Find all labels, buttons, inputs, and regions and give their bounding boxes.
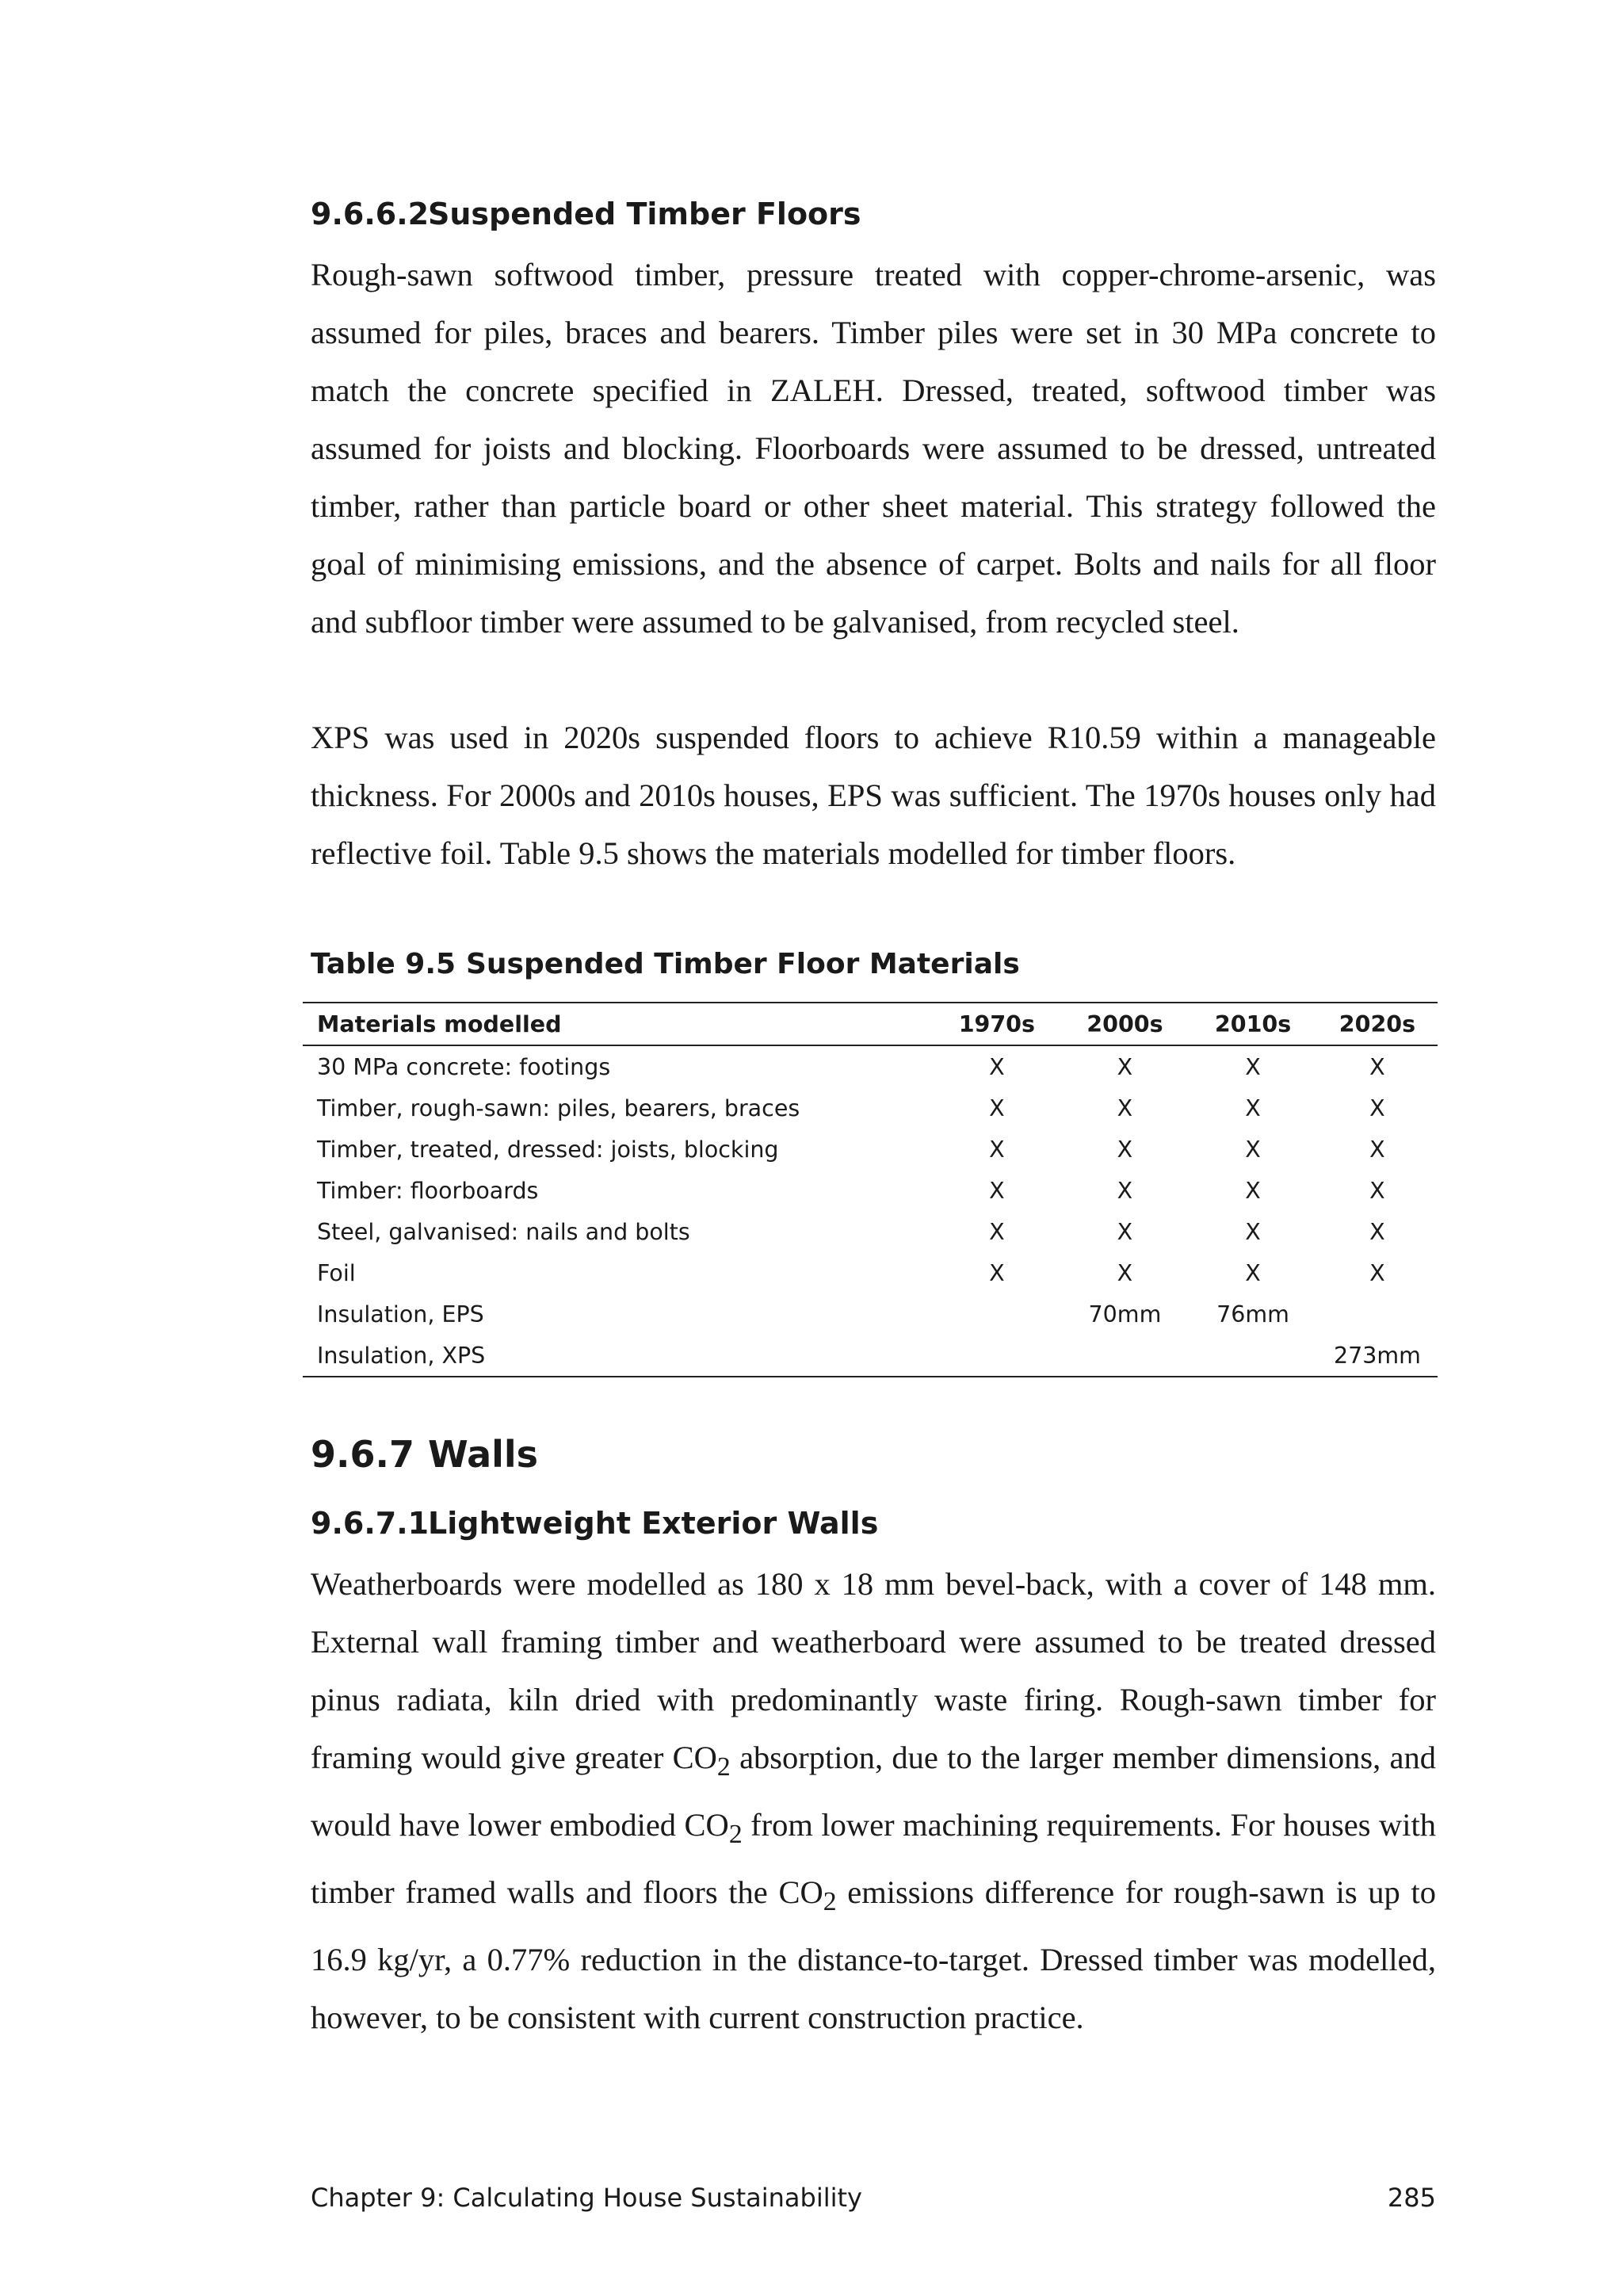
cell-material: Timber, rough-sawn: piles, bearers, braces: [317, 1095, 800, 1121]
cell-value: X: [1245, 1136, 1261, 1163]
text-run: absorption, due to the larger member dimensions, and would have lower embodied CO: [311, 1740, 1436, 1843]
footer-page-number: 285: [1387, 2183, 1436, 2213]
cell-value: X: [989, 1053, 1005, 1080]
table-row: [303, 1087, 1438, 1129]
table-header-row: [303, 1003, 1438, 1045]
table-row: [303, 1293, 1438, 1335]
subscript: 2: [728, 1820, 743, 1850]
cell-material: Insulation, EPS: [317, 1301, 484, 1328]
text-run: Weatherboards were modelled as 180 x 18 mm bevel-back, with a cover of 148 mm. External wall framing timber and weatherboard were assumed to be treated dressed pinus radiata, kiln dried with predominantly waste firing. Rough-sawn timber for framing would give greater CO: [311, 1566, 1436, 1775]
cell-material: 30 MPa concrete: footings: [317, 1053, 611, 1080]
cell-value: X: [1117, 1053, 1133, 1080]
table-title: Suspended Timber Floor Materials: [466, 948, 1020, 980]
table-caption: [311, 948, 1020, 980]
table-row: [303, 1170, 1438, 1211]
section-number: 9.6.6.2: [311, 197, 430, 231]
paragraph-insulation: XPS was used in 2020s suspended floors to achieve R10.59 within a manageable thickness. For 2000s and 2010s houses, EPS was sufficient. The 1970s houses only had reflective foil. Table 9.5 shows the materials modelled for timber floors.: [311, 720, 1436, 871]
cell-value: X: [1369, 1095, 1385, 1121]
cell-value: X: [1245, 1095, 1261, 1121]
cell-value: X: [989, 1177, 1005, 1204]
cell-value: 70mm: [1088, 1301, 1162, 1328]
table-number: Table 9.5: [311, 948, 456, 980]
header-materials: Materials modelled: [303, 1003, 933, 1045]
cell-value: [1189, 1335, 1317, 1377]
section-title: Walls: [428, 1433, 539, 1476]
section-title: Suspended Timber Floors: [428, 197, 861, 231]
cell-material: Foil: [317, 1259, 356, 1286]
cell-value: X: [1117, 1136, 1133, 1163]
cell-value: X: [1117, 1218, 1133, 1245]
text-run: from lower machining requirements. For houses with timber framed walls and floors the CO: [311, 1807, 1436, 1911]
footer-chapter: Chapter 9: Calculating House Sustainability: [311, 2183, 862, 2213]
paragraph-exterior-walls: [311, 1555, 1436, 2046]
cell-value: X: [1369, 1053, 1385, 1080]
subscript: 2: [823, 1887, 837, 1917]
cell-value: X: [1369, 1259, 1385, 1286]
table-row: [303, 1211, 1438, 1252]
section-heading-9-6-6-2: [311, 197, 861, 231]
table-row: [303, 1252, 1438, 1293]
table-row: [303, 1045, 1438, 1087]
cell-value: X: [1117, 1259, 1133, 1286]
cell-value: X: [989, 1095, 1005, 1121]
cell-value: [933, 1335, 1061, 1377]
cell-material: Timber: floorboards: [317, 1177, 539, 1204]
table-row: [303, 1335, 1438, 1377]
header-1970s: 1970s: [933, 1003, 1061, 1045]
text-run: emissions difference for rough-sawn is up to 16.9 kg/yr, a 0.77% reduction in the distance-to-target. Dressed timber was modelled, however, to be consistent with current construction practice.: [311, 1874, 1436, 2036]
subscript: 2: [716, 1752, 731, 1782]
cell-value: 273mm: [1317, 1335, 1438, 1377]
header-2020s: 2020s: [1317, 1003, 1438, 1045]
cell-value: X: [989, 1136, 1005, 1163]
section-number: 9.6.7: [311, 1433, 414, 1476]
cell-value: [1061, 1335, 1190, 1377]
cell-value: X: [989, 1218, 1005, 1245]
section-title: Lightweight Exterior Walls: [428, 1506, 879, 1541]
header-2010s: 2010s: [1189, 1003, 1317, 1045]
cell-value: X: [1117, 1095, 1133, 1121]
cell-value: X: [1369, 1136, 1385, 1163]
section-heading-9-6-7: [311, 1433, 538, 1476]
cell-material: Steel, galvanised: nails and bolts: [317, 1218, 690, 1245]
cell-value: 76mm: [1216, 1301, 1289, 1328]
cell-value: X: [1117, 1177, 1133, 1204]
cell-value: X: [1245, 1053, 1261, 1080]
cell-value: X: [1369, 1177, 1385, 1204]
cell-material: Timber, treated, dressed: joists, blocking: [317, 1136, 779, 1163]
cell-value: X: [1245, 1259, 1261, 1286]
paragraph-suspended-floors: Rough-sawn softwood timber, pressure treated with copper-chrome-arsenic, was assumed for piles, braces and bearers. Timber piles were set in 30 MPa concrete to match the concrete specified in ZALEH. Dressed, treated, softwood timber was assumed for joists and blocking. Floorboards were assumed to be dressed, untreated timber, rather than particle board or other sheet material. This strategy followed the goal of minimising emissions, and the absence of carpet. Bolts and nails for all floor and subfloor timber were assumed to be galvanised, from recycled steel.: [311, 257, 1436, 640]
cell-value: X: [989, 1259, 1005, 1286]
cell-value: X: [1245, 1218, 1261, 1245]
cell-value: X: [1369, 1218, 1385, 1245]
cell-material: Insulation, XPS: [303, 1335, 933, 1377]
table-row: [303, 1129, 1438, 1170]
header-2000s: 2000s: [1061, 1003, 1190, 1045]
materials-table: [303, 1002, 1438, 1377]
cell-value: X: [1245, 1177, 1261, 1204]
cell-value: [933, 1293, 1061, 1335]
section-number: 9.6.7.1: [311, 1506, 430, 1541]
cell-value: [1317, 1293, 1438, 1335]
section-heading-9-6-7-1: [311, 1506, 878, 1541]
